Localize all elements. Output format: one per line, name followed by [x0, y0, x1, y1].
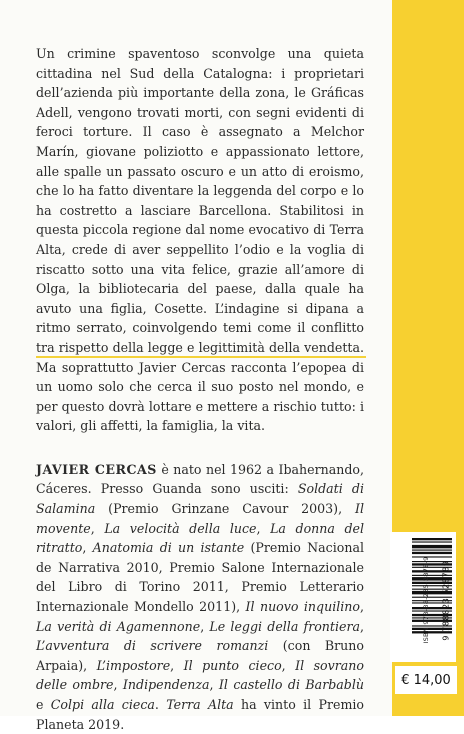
work-note: , — [281, 657, 296, 673]
price-tag: € 14,00 — [395, 666, 457, 694]
work-title: Indipendenza — [122, 677, 210, 693]
work-title: Colpi alla cieca — [50, 697, 155, 712]
work-note: ha vinto il Premio Planeta 2019. — [36, 697, 364, 732]
work-title: L’impostore — [96, 657, 171, 673]
barcode-digits: 9 788823 528789 — [441, 560, 451, 641]
work-note: , — [200, 618, 210, 634]
text-column — [36, 44, 364, 734]
author-name: JAVIER CERCAS — [36, 461, 157, 477]
work-title: Le leggi della frontiera — [209, 618, 360, 634]
work-note: (Premio Nacional de Narrativa 2010, Premio Salone Internazionale del Libro di Torino 2011, Premio Letterario Internazionale Mondello 2011), — [36, 540, 364, 615]
work-title: Terra Alta — [166, 697, 234, 712]
work-note: , — [90, 520, 105, 536]
work-title: Il movente — [36, 501, 364, 536]
work-title: La velocità della luce — [104, 520, 257, 536]
work-note: e — [36, 697, 51, 712]
section-divider — [36, 356, 366, 358]
work-title: La verità di Agamennone — [36, 618, 201, 634]
work-title: Il castello di Barbablù — [218, 677, 364, 693]
work-note: , — [82, 540, 93, 556]
work-title: L’avventura di scrivere romanzi — [36, 638, 269, 654]
work-title: Il punto cieco — [183, 657, 282, 673]
work-note: . — [154, 697, 167, 712]
work-note: , — [209, 677, 219, 693]
bio-intro: è nato nel 1962 a Ibahernando, Cáceres. Presso Guanda sono usciti: — [36, 461, 365, 497]
work-title: Soldati di Salamina — [36, 481, 364, 517]
isbn-label: ISBN 978-88-235-2878-9 — [422, 556, 430, 644]
work-title: La donna del ritratto — [36, 520, 365, 556]
work-note: , — [359, 618, 364, 634]
work-title: Il sovrano delle ombre — [36, 657, 364, 693]
work-title: Il nuovo inquilino — [245, 599, 360, 615]
work-note: , — [113, 677, 123, 693]
work-note: (con Bruno Arpaia), — [36, 638, 364, 673]
work-title: Anatomia di un istante — [92, 540, 245, 556]
work-note: , — [359, 599, 364, 615]
work-note: , — [256, 520, 271, 536]
synopsis-paragraph: Un crimine spaventoso sconvolge una quieta cittadina nel Sud della Catalogna: i proprietari dell’azienda più importante della zona, le Gráficas Adell, vengono trovati morti, con segni evidenti di feroci torture. Il caso è assegnato a Melchor Marín, giovane poliziotto e appassionato lettore, alle spalle un passato oscuro e un atto di eroismo, che lo ha fatto diventare la leggenda del corpo e lo ha costretto a lasciare Barcellona. Stabilitosi in questa piccola regione dal nome evocativo di Terra Alta, crede di aver seppellito l’odio e la voglia di riscatto sotto una vita felice, grazie all’amore di Olga, la bibliotecaria del paese, dalla quale ha avuto una figlia, Cosette. L’indagine si dipana a ritmo serrato, coinvolgendo temi come il conflitto tra rispetto della legge e legittimità della vendetta. Ma soprattutto Javier Cercas racconta l’epopea di un uomo solo che cerca il suo posto nel mondo, e per questo dovrà lottare e mettere a rischio tutto: i valori, gli affetti, la famiglia, la vita. — [36, 46, 364, 434]
bio-works-list — [36, 481, 364, 731]
work-note: , — [170, 657, 184, 673]
author-bio — [36, 460, 364, 734]
work-note: (Premio Grinzane Cavour 2003), — [95, 501, 355, 517]
